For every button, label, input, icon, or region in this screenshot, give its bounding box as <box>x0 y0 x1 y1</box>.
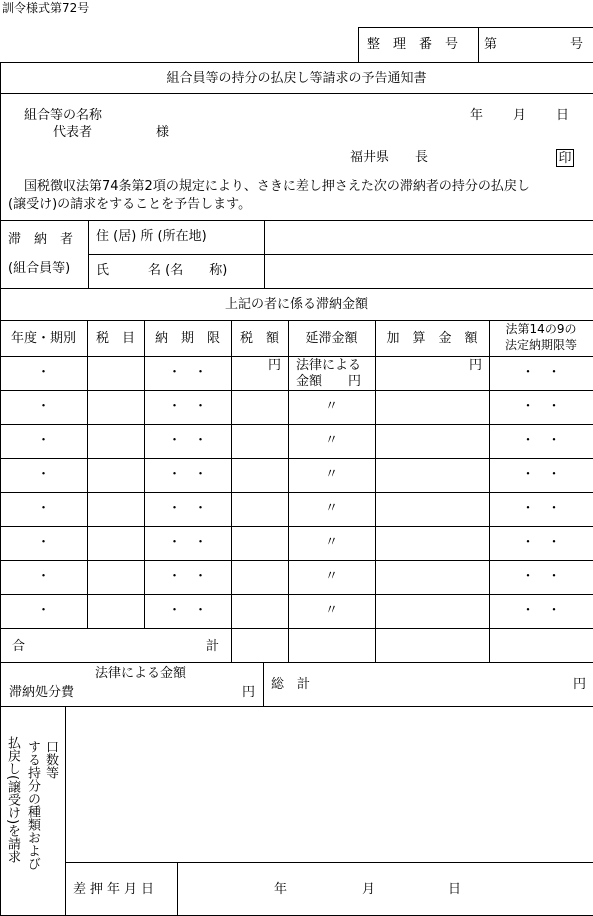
row-due-date: ・ ・ <box>167 535 207 550</box>
row-period: ・ <box>36 501 50 516</box>
disposition-yen: 円 <box>242 685 256 700</box>
row-statutory: ・ ・ <box>521 535 561 550</box>
ref-suffix: 号 <box>570 37 584 52</box>
row-late-fee: 〃 <box>324 501 338 516</box>
row1-period: ・ <box>36 365 50 380</box>
row1-tax-yen: 円 <box>268 358 282 373</box>
refund-label-col2: する持分の種類および <box>25 740 40 870</box>
row-late-fee: 〃 <box>324 603 338 618</box>
name-label: 氏 名 (名 称) <box>96 263 228 278</box>
header-due-date: 納 期 限 <box>154 331 220 346</box>
notice-body-line2: (譲受け)の請求をすることを予告します。 <box>8 197 252 212</box>
seizure-date-day: 日 <box>448 882 462 897</box>
row-statutory: ・ ・ <box>521 569 561 584</box>
row-due-date: ・ ・ <box>167 501 207 516</box>
frame-top-rule <box>0 62 593 63</box>
issuer-name: 福井県 長 <box>350 150 429 165</box>
header-tax-item: 税 目 <box>95 331 135 346</box>
refund-label-col3: 口数等 <box>43 740 58 779</box>
row-due-date: ・ ・ <box>167 433 207 448</box>
total-label-right: 計 <box>206 639 220 654</box>
header-statutory-line1: 法第14の9の <box>505 322 577 336</box>
grand-total-label: 総 計 <box>271 677 311 692</box>
row-late-fee: 〃 <box>324 535 338 550</box>
disposition-cost-label: 滞納処分費 <box>9 685 75 700</box>
total-label-left: 合 <box>12 639 26 654</box>
date-month: 月 <box>513 108 527 123</box>
org-name-label: 組合等の名称 <box>24 108 103 123</box>
date-day: 日 <box>556 108 570 123</box>
row-due-date: ・ ・ <box>167 399 207 414</box>
row-late-fee: 〃 <box>324 569 338 584</box>
row-statutory: ・ ・ <box>521 467 561 482</box>
seizure-date-year: 年 <box>274 882 288 897</box>
row-period: ・ <box>36 467 50 482</box>
header-period: 年度・期別 <box>10 331 76 346</box>
row-statutory: ・ ・ <box>521 603 561 618</box>
seizure-date-label: 差押年月日 <box>73 882 159 897</box>
refund-label-col1: 払戻し(譲受け)を請求 <box>5 736 20 864</box>
address-label: 住 (居) 所 (所在地) <box>96 229 207 244</box>
header-tax-amount: 税 額 <box>239 331 279 346</box>
row-due-date: ・ ・ <box>167 569 207 584</box>
form-title: 組合員等の持分の払戻し等請求の予告通知書 <box>166 71 427 86</box>
grand-total-yen: 円 <box>573 677 587 692</box>
row1-late-line2: 金額 円 <box>296 374 362 389</box>
arrears-title: 上記の者に係る滞納金額 <box>224 297 368 312</box>
ref-label: 整 理 番 号 <box>367 37 459 52</box>
date-year: 年 <box>470 108 484 123</box>
row1-due-date: ・ ・ <box>167 365 207 380</box>
row-period: ・ <box>36 569 50 584</box>
notice-body-line1: 国税徴収法第74条第2項の規定により、さきに差し押さえた次の滞納者の持分の払戻し <box>24 179 530 194</box>
row-due-date: ・ ・ <box>167 467 207 482</box>
row-due-date: ・ ・ <box>167 603 207 618</box>
row1-late-line1: 法律による <box>296 358 362 373</box>
legal-amount-label: 法律による金額 <box>95 666 187 681</box>
row-statutory: ・ ・ <box>521 433 561 448</box>
row-period: ・ <box>36 535 50 550</box>
row1-statutory: ・ ・ <box>521 365 561 380</box>
header-late-fee: 延滞金額 <box>305 331 358 346</box>
honorific: 様 <box>156 125 170 140</box>
row-period: ・ <box>36 399 50 414</box>
header-statutory-line2: 法定納期限等 <box>504 338 577 352</box>
header-additional: 加 算 金 額 <box>386 331 478 346</box>
row-late-fee: 〃 <box>324 467 338 482</box>
row-period: ・ <box>36 433 50 448</box>
row-period: ・ <box>36 603 50 618</box>
member-label: (組合員等) <box>8 261 71 276</box>
row-statutory: ・ ・ <box>521 399 561 414</box>
row-late-fee: 〃 <box>324 433 338 448</box>
form-label: 訓令様式第72号 <box>2 1 90 15</box>
delinquent-label: 滞 納 者 <box>8 232 74 247</box>
representative-label: 代表者 <box>53 125 93 140</box>
row-late-fee: 〃 <box>324 399 338 414</box>
seizure-date-month: 月 <box>362 882 376 897</box>
ref-prefix: 第 <box>484 37 498 52</box>
row-statutory: ・ ・ <box>521 501 561 516</box>
row1-additional-yen: 円 <box>469 358 483 373</box>
seal-mark: 印 <box>556 149 574 167</box>
